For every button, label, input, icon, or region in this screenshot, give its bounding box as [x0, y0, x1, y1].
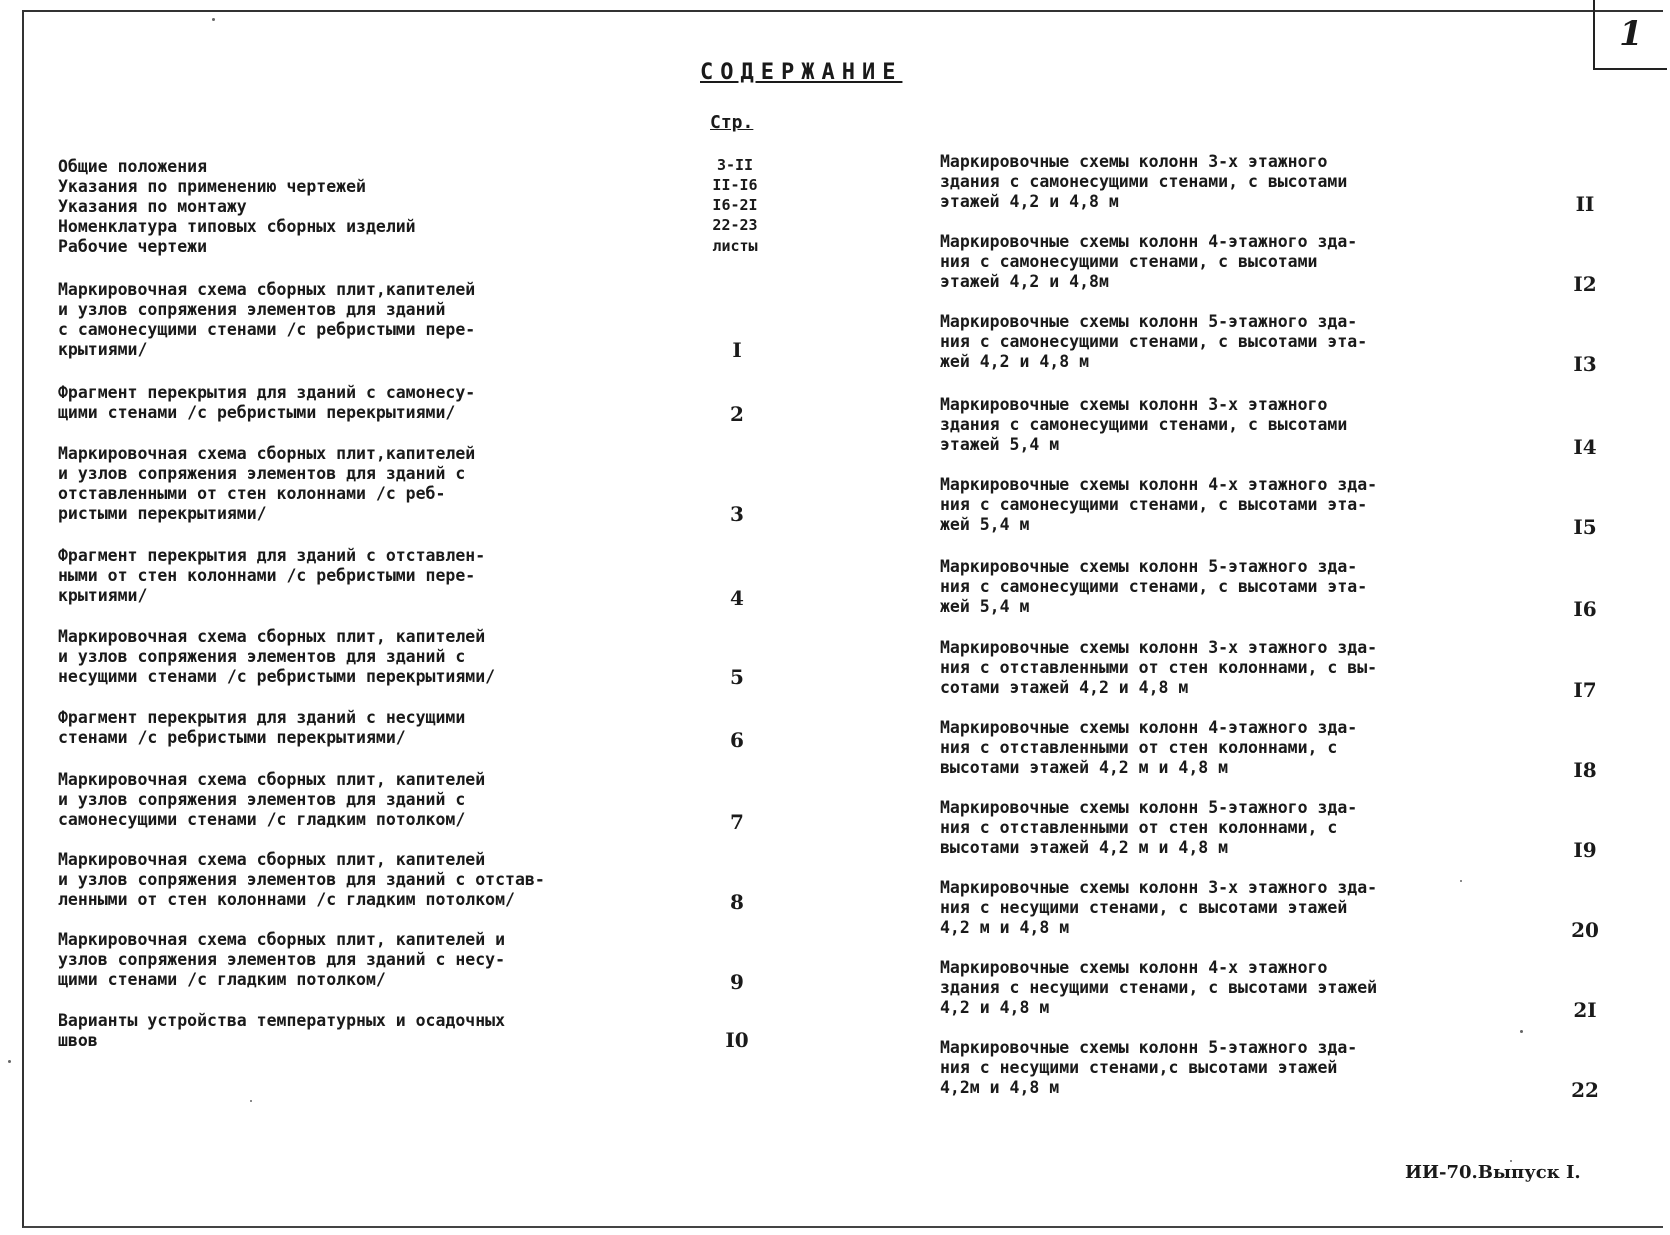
page-number: 1 [1593, 0, 1667, 70]
toc-page-number: I7 [1573, 678, 1597, 702]
toc-page-number: листы [712, 237, 758, 255]
toc-page-number: 8 [730, 890, 744, 914]
toc-entry: Маркировочные схемы колонн 4-этажного зда- ния с самонесущими стенами, с высотами этажей 4,2 и 4,8м [940, 232, 1358, 291]
toc-entry: Маркировочная схема сборных плит,капителей и узлов сопряжения элементов для зданий с самонесущими стенами /с ребристыми пере- крытиями/ [58, 280, 476, 359]
toc-page-number: 20 [1571, 918, 1599, 942]
page-title: СОДЕРЖАНИЕ [700, 60, 903, 85]
toc-entry: Маркировочные схемы колонн 4-х этажного зда- ния с самонесущими стенами, с высотами эта- жей 5,4 м [940, 475, 1378, 534]
page-column-header: Стр. [710, 112, 754, 133]
toc-page-number: I0 [725, 1028, 749, 1052]
toc-page-number: 4 [730, 586, 744, 610]
toc-page-number: 2 [730, 402, 744, 426]
toc-entry: Маркировочные схемы колонн 5-этажного зда- ния с несущими стенами,с высотами этажей 4,2м и 4,8 м [940, 1038, 1358, 1097]
toc-page-number: 22-23 [712, 216, 758, 234]
toc-page-number: 7 [730, 810, 744, 834]
toc-page-number: 2I [1573, 998, 1597, 1022]
toc-page-number: 3 [730, 502, 744, 526]
toc-page-number: I2 [1573, 272, 1597, 296]
toc-entry: Маркировочная схема сборных плит,капителей и узлов сопряжения элементов для зданий с отставленными от стен колоннами /с реб- ристыми перекрытиями/ [58, 444, 476, 523]
document-code: ИИ-70.Выпуск I. [1405, 1162, 1581, 1183]
toc-entry: Маркировочные схемы колонн 5-этажного зда- ния с самонесущими стенами, с высотами эта- жей 4,2 и 4,8 м [940, 312, 1368, 371]
toc-page-number: 22 [1571, 1078, 1599, 1102]
toc-entry: Маркировочные схемы колонн 4-х этажного здания с несущими стенами, с высотами этажей 4,2 и 4,8 м [940, 958, 1378, 1017]
toc-entry: Маркировочные схемы колонн 3-х этажного зда- ния с отставленными от стен колоннами, с вы- сотами этажей 4,2 и 4,8 м [940, 638, 1378, 697]
scan-speck [250, 1100, 252, 1102]
toc-entry: Указания по монтажу [58, 197, 247, 216]
toc-entry: Фрагмент перекрытия для зданий с несущими стенами /с ребристыми перекрытиями/ [58, 708, 466, 747]
toc-entry: Маркировочные схемы колонн 5-этажного зда- ния с отставленными от стен колоннами, с высотами этажей 4,2 м и 4,8 м [940, 798, 1358, 857]
toc-entry: Указания по применению чертежей [58, 177, 366, 196]
toc-entry: Общие положения [58, 157, 208, 176]
toc-entry: Маркировочная схема сборных плит, капителей и узлов сопряжения элементов для зданий с несу- щими стенами /с гладким потолком/ [58, 930, 506, 989]
toc-page-number: I3 [1573, 352, 1597, 376]
toc-entry: Маркировочные схемы колонн 3-х этажного здания с самонесущими стенами, с высотами этажей 5,4 м [940, 395, 1348, 454]
toc-page-number: I6-2I [712, 196, 758, 214]
toc-entry: Маркировочные схемы колонн 3-х этажного зда- ния с несущими стенами, с высотами этажей 4,2 м и 4,8 м [940, 878, 1378, 937]
toc-page-number: I6 [1573, 597, 1597, 621]
scan-speck [1460, 880, 1462, 882]
toc-entry: Номенклатура типовых сборных изделий [58, 217, 416, 236]
toc-page-number: 9 [730, 970, 744, 994]
toc-entry: Варианты устройства температурных и осадочных швов [58, 1011, 506, 1050]
toc-entry: Маркировочные схемы колонн 5-этажного зда- ния с самонесущими стенами, с высотами эта- жей 5,4 м [940, 557, 1368, 616]
scan-speck [212, 18, 215, 21]
toc-entry: Фрагмент перекрытия для зданий с самонесу- щими стенами /с ребристыми перекрытиями/ [58, 383, 476, 422]
toc-page-number: I4 [1573, 435, 1597, 459]
scan-speck [1520, 1030, 1523, 1033]
toc-page-number: 5 [730, 665, 744, 689]
toc-entry: Маркировочные схемы колонн 4-этажного зда- ния с отставленными от стен колоннами, с высотами этажей 4,2 м и 4,8 м [940, 718, 1358, 777]
toc-entry: Маркировочные схемы колонн 3-х этажного здания с самонесущими стенами, с высотами этажей 4,2 и 4,8 м [940, 152, 1348, 211]
toc-entry: Рабочие чертежи [58, 237, 208, 256]
toc-page-number: II [1575, 192, 1595, 216]
scan-speck [1510, 1160, 1512, 1162]
scan-speck [8, 1060, 11, 1063]
toc-page-number: I5 [1573, 515, 1597, 539]
toc-page-number: I8 [1573, 758, 1597, 782]
toc-entry: Маркировочная схема сборных плит, капителей и узлов сопряжения элементов для зданий с отстав- ленными от стен колоннами /с гладким потолком/ [58, 850, 545, 909]
toc-entry: Маркировочная схема сборных плит, капителей и узлов сопряжения элементов для зданий с самонесущими стенами /с гладким потолком/ [58, 770, 486, 829]
toc-page-number: 3-II [716, 156, 754, 174]
toc-page-number: I9 [1573, 838, 1597, 862]
toc-entry: Фрагмент перекрытия для зданий с отставлен- ными от стен колоннами /с ребристыми пере- крытиями/ [58, 546, 486, 605]
toc-page-number: II-I6 [712, 176, 758, 194]
toc-entry: Маркировочная схема сборных плит, капителей и узлов сопряжения элементов для зданий с несущими стенами /с ребристыми перекрытиями/ [58, 627, 496, 686]
toc-page-number: 6 [730, 728, 744, 752]
toc-page-number: I [732, 338, 742, 362]
